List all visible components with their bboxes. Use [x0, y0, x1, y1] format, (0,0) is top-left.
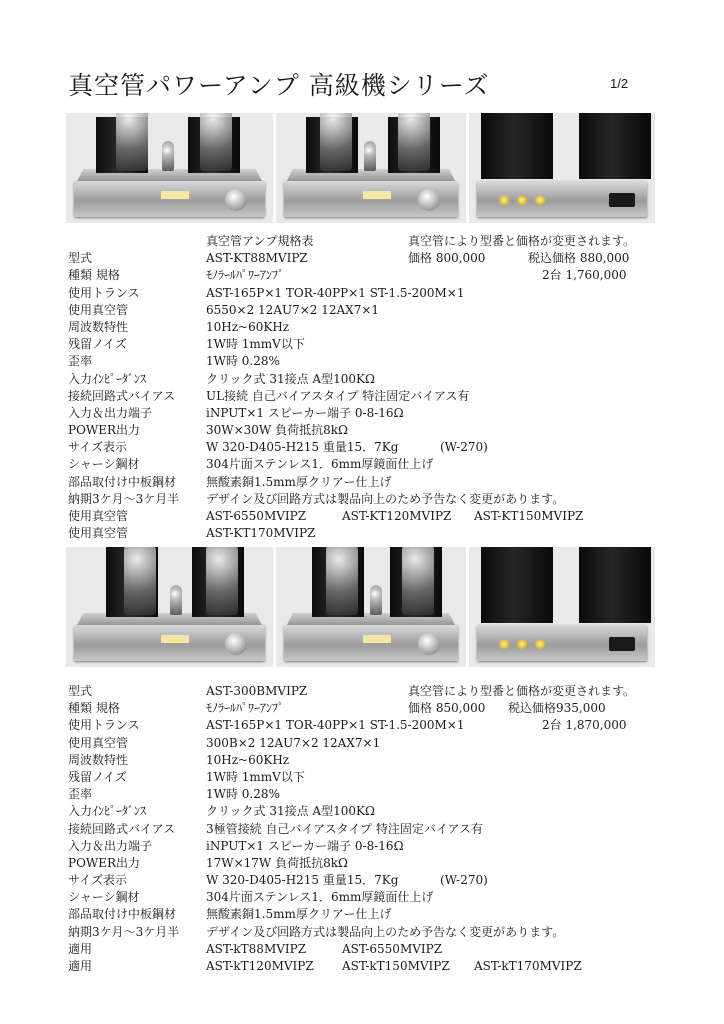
spec-value: AST-KT120MVIPZ — [342, 509, 452, 523]
spec-label: サイズ表示 — [68, 873, 128, 888]
spec-value: AST-kT88MVIPZ — [206, 941, 307, 956]
spec-value: 1W時 0.28% — [206, 787, 280, 802]
spec-value: AST-KT170MVIPZ — [206, 526, 316, 541]
spec-value: 税込価格 880,000 — [528, 251, 630, 266]
spec-value: 30W×30W 負荷抵抗8kΩ — [206, 423, 348, 438]
spec-value: クリック式 31接点 A型100KΩ — [206, 804, 375, 819]
spec-value: 10Hz~60KHz — [206, 752, 290, 767]
spec-value: AST-300BMVIPZ — [206, 684, 308, 698]
spec-label: 使用真空管 — [68, 526, 129, 541]
spec-value: 300B×2 12AU7×2 12AX7×1 — [206, 735, 381, 750]
spec-value: (W-270) — [440, 440, 488, 455]
spec-label: 残留ノイズ — [68, 769, 127, 784]
spec-label: 入力＆出力端子 — [68, 838, 153, 853]
spec-value: 1W時 1mmV以下 — [206, 337, 305, 352]
spec-label: 種類 規格 — [68, 701, 120, 716]
kt88-rear-photo — [469, 113, 655, 223]
spec-value: 2台 1,870,000 — [542, 718, 627, 733]
300b-front-photo — [66, 547, 273, 667]
spec-label: POWER出力 — [68, 855, 141, 870]
spec-value: AST-kT150MVIPZ — [342, 959, 450, 973]
spec-label: 適用 — [68, 959, 93, 973]
spec-label: POWER出力 — [68, 423, 141, 438]
spec-value: 価格 800,000 — [408, 251, 486, 266]
top-photo-row — [66, 113, 655, 223]
spec-value: 10Hz~60KHz — [206, 319, 290, 334]
spec-value: ﾓﾉﾗｰﾙﾊﾟﾜｰｱﾝﾌﾟ — [206, 268, 285, 283]
spec-value: AST-165P×1 TOR-40PP×1 ST-1.5-200M×1 — [206, 718, 465, 733]
spec-label: 種類 規格 — [68, 268, 120, 283]
spec-value: 真空管により型番と価格が変更されます。 — [408, 234, 636, 248]
spec-value: (W-270) — [440, 873, 488, 888]
spec-value: 3極管接続 自己バイアスタイプ 特注固定バイアス有 — [206, 821, 483, 836]
spec-value: AST-6550MVIPZ — [342, 941, 443, 956]
spec-label: 周波数特性 — [68, 319, 129, 334]
spec-label: シャーシ鋼材 — [68, 890, 140, 905]
spec-value: クリック式 31接点 A型100KΩ — [206, 371, 375, 386]
spec-value: AST-165P×1 TOR-40PP×1 ST-1.5-200M×1 — [206, 285, 465, 300]
spec-label: 接続回路式バイアス — [68, 821, 176, 836]
spec-value: 17W×17W 負荷抵抗8kΩ — [206, 855, 348, 870]
spec-label: 使用トランス — [68, 285, 140, 300]
spec-value: 無酸素銅1.5mm厚クリアー仕上げ — [206, 474, 392, 489]
spec-value: 税込価格935,000 — [508, 701, 606, 716]
spec-value: iNPUT×1 スピーカー端子 0-8-16Ω — [206, 405, 404, 420]
spec-label: 周波数特性 — [68, 752, 129, 767]
spec-label: 入力ｲﾝﾋﾟｰﾀﾞﾝｽ — [68, 371, 147, 386]
spec-label: 使用真空管 — [68, 735, 129, 750]
spec-label: 型式 — [68, 251, 93, 266]
spec-label: サイズ表示 — [68, 440, 128, 455]
300b-front-angle-photo — [276, 547, 466, 667]
spec-label: 入力＆出力端子 — [68, 405, 153, 420]
spec-value: 価格 850,000 — [408, 701, 486, 716]
kt88-front-angle-photo — [276, 113, 466, 223]
spec-label: 部品取付け中板鋼材 — [68, 907, 177, 922]
spec-value: 真空管により型番と価格が変更されます。 — [408, 684, 636, 698]
spec-value: 1W時 1mmV以下 — [206, 769, 305, 784]
spec-label: 適用 — [68, 941, 93, 956]
spec-value: AST-KT150MVIPZ — [474, 509, 584, 523]
spec-value: デザイン及び回路方式は製品向上のため予告なく変更があります。 — [206, 491, 565, 506]
spec-value: 真空管アンプ規格表 — [206, 234, 314, 248]
spec-value: 6550×2 12AU7×2 12AX7×1 — [206, 302, 380, 317]
page-number: 1/2 — [610, 76, 629, 91]
spec-label: 納期3ケ月～3ケ月半 — [68, 491, 180, 506]
spec-label: 使用真空管 — [68, 302, 129, 317]
spec-value: 2台 1,760,000 — [542, 268, 627, 283]
spec-label: 使用真空管 — [68, 509, 129, 523]
spec-value: デザイン及び回路方式は製品向上のため予告なく変更があります。 — [206, 924, 565, 939]
spec-value: iNPUT×1 スピーカー端子 0-8-16Ω — [206, 838, 404, 853]
spec-value: ﾓﾉﾗｰﾙﾊﾟﾜｰｱﾝﾌﾟ — [206, 701, 285, 716]
page-title: 真空管パワーアンプ 高級機シリーズ — [68, 71, 490, 100]
spec-value: 1W時 0.28% — [206, 354, 280, 369]
spec-label: 接続回路式バイアス — [68, 388, 176, 403]
spec-value: W 320-D405-H215 重量15．7Kg — [206, 440, 399, 455]
spec-label: 入力ｲﾝﾋﾟｰﾀﾞﾝｽ — [68, 804, 147, 819]
spec-label: 部品取付け中板鋼材 — [68, 474, 177, 489]
spec-value: AST-kT170MVIPZ — [474, 959, 582, 973]
spec-label: 歪率 — [68, 787, 93, 802]
spec-label: 使用トランス — [68, 718, 140, 733]
spec-label: 納期3ケ月～3ケ月半 — [68, 924, 180, 939]
kt88-front-photo — [66, 113, 273, 223]
spec-value: W 320-D405-H215 重量15．7Kg — [206, 873, 399, 888]
300b-rear-photo — [469, 547, 655, 667]
spec-label: シャーシ鋼材 — [68, 457, 140, 472]
bottom-photo-row — [66, 547, 655, 667]
spec-label: 歪率 — [68, 354, 93, 369]
spec-value: AST-6550MVIPZ — [206, 509, 307, 523]
spec-value: 無酸素銅1.5mm厚クリアー仕上げ — [206, 907, 392, 922]
spec-value: 304片面ステンレス1．6mm厚鏡面仕上げ — [206, 457, 434, 472]
spec-value: AST-KT88MVIPZ — [206, 251, 308, 266]
spec-label: 型式 — [68, 684, 93, 698]
spec-value: 304片面ステンレス1．6mm厚鏡面仕上げ — [206, 890, 434, 905]
spec-label: 残留ノイズ — [68, 337, 127, 352]
spec-value: UL接続 自己バイアスタイプ 特注固定バイアス有 — [206, 388, 470, 403]
spec-value: AST-kT120MVIPZ — [206, 959, 314, 973]
